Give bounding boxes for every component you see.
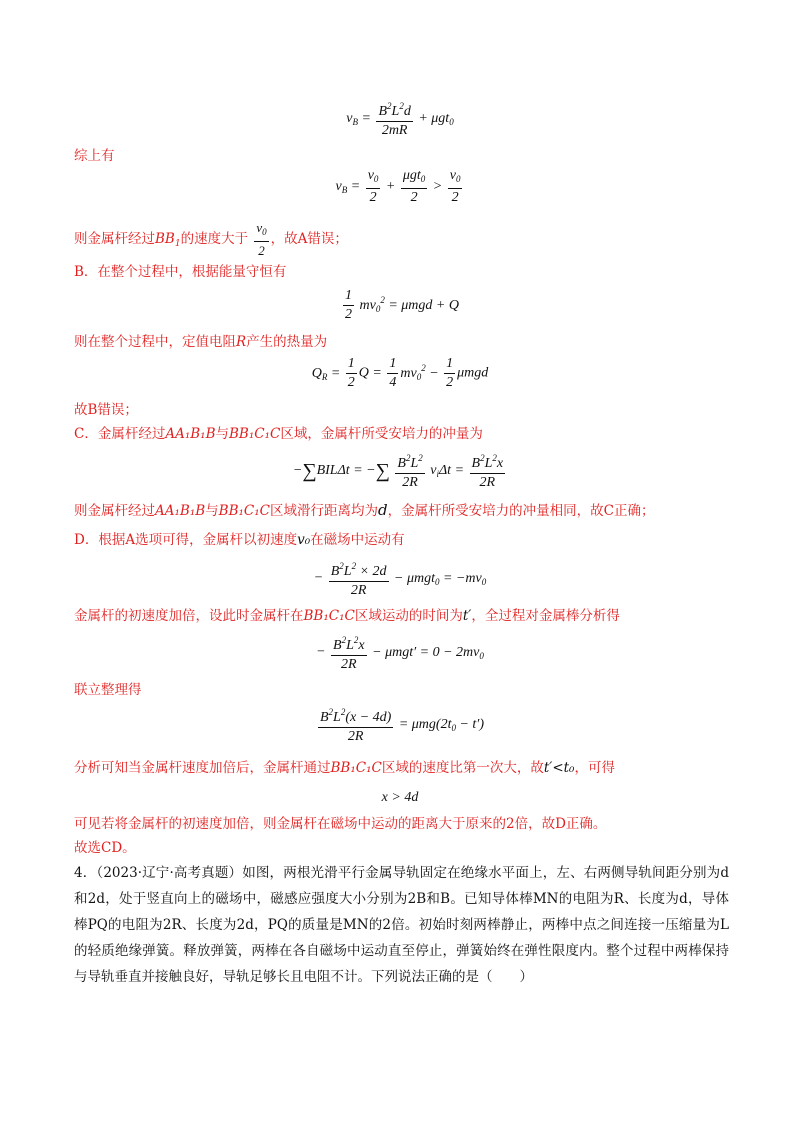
problem-4-number: 4． [74, 865, 97, 881]
concl-A-post: ，故A错误； [270, 231, 348, 247]
C-title-bb: BB₁C₁C [229, 426, 281, 442]
section-B-heat [74, 332, 734, 352]
B-heat-pre: 则在整个过程中，定值电阻 [74, 334, 236, 350]
equation-vB-2: $v_B$ = $\frac{v_0}{2}$ + $\frac{\mu gt_0}{2}$ > $\frac{v_0}{2}$ [335, 168, 461, 205]
analysis-bb: BB₁C₁C [330, 760, 382, 776]
equation-vB-1: $v_B$ = $\frac{B^2L^2d}{2mR}$ + μgt$_0$ [0, 98, 800, 139]
analysis-mid: 区域的速度比第一次大，故 [381, 760, 544, 776]
equation-D1: − $\frac{B^2L^2 \times 2d}{2R}$ − $\mu mgt_0 = -mv_0$ [0, 558, 800, 599]
C-title-aa: AA₁B₁B [165, 426, 216, 442]
C-concl-mid1: 与 [205, 503, 219, 519]
equation-D3: $\frac{B^2L^2(x - 4d)}{2R}$ = $\mu mg(2t_0 - t')$ [0, 704, 800, 745]
section-D-title [74, 530, 734, 550]
equation-impulse: −∑BILΔt = −∑ $\frac{B^2L^2}{2R}$ $v_i\Delta t$ = $\frac{B^2L^2x}{2R}$ [0, 450, 800, 491]
D-conclusion: 可见若将金属杆的初速度加倍，则金属杆在磁场中运动的距离大于原来的2倍，故D正确。 [74, 816, 607, 832]
D-double-pre: 金属杆的初速度加倍，设此时金属杆在 [74, 608, 304, 624]
B-wrong: 故B错误； [74, 402, 138, 418]
problem-4 [74, 860, 729, 990]
D-title-v0: v₀ [297, 532, 311, 548]
problem-4-text: 如图，两根光滑平行金属导轨固定在绝缘水平面上，左、右两侧导轨间距分别为d和2d，处于竖直向上的磁场中，磁感应强度大小分别为2B和B。已知导体棒MN的电阻为R、长度为d，导体棒PQ的电阻为2R、长度为2d，PQ的质量是MN的2倍。初始时刻两棒静止，两棒中点之间连接一压缩量为L的轻质绝缘弹簧。释放弹簧，两棒在各自磁场中运动直至停止，弹簧始终在弹性限度内。整个过程中两棒保持与导轨垂直并接触良好，导轨足够长且电阻不计。下列说法正确的是（ ） [74, 865, 729, 985]
equation-D2: − $\frac{B^2L^2x}{2R}$ − $\mu mgt' = 0 - 2mv_0$ [0, 632, 800, 673]
D-title-post: 在磁场中运动有 [310, 532, 405, 548]
analysis-pre: 分析可知当金属杆速度加倍后，金属杆通过 [74, 760, 331, 776]
C-concl-post: ，金属杆所受安培力的冲量相同，故C正确； [387, 503, 655, 519]
equation-energy: $\frac{1}{2}$ $mv_0^2 = \mu mgd + Q$ [345, 288, 459, 322]
final-answer: 故选CD。 [74, 840, 136, 856]
C-concl-pre: 则金属杆经过 [74, 503, 155, 519]
text-lianli: 联立整理得 [74, 682, 142, 698]
equation-QR: $Q_R$ = $\frac{1}{2}$ Q = $\frac{1}{4}$ $mv_0^2$ − $\frac{1}{2}$ μmgd [311, 356, 489, 390]
C-concl-d: d [378, 501, 388, 519]
C-title-pre: C．金属杆经过 [74, 426, 166, 442]
C-concl-bb: BB₁C₁C [218, 503, 270, 519]
C-conclusion [74, 500, 734, 521]
D-double-t: t′ [462, 608, 472, 624]
C-concl-aa: AA₁B₁B [155, 503, 206, 519]
C-title-post: 区域，金属杆所受安培力的冲量为 [280, 426, 483, 442]
problem-4-source: （2023·辽宁·高考真题） [96, 865, 243, 881]
analysis-cond: t′<t₀ [543, 760, 575, 776]
concl-A-sub: 1 [174, 239, 181, 249]
section-C-title [74, 424, 734, 444]
C-concl-mid2: 区域滑行距离均为 [270, 503, 378, 519]
D-double-mid: 区域运动的时间为 [354, 608, 463, 624]
B-heat-R: R [236, 334, 247, 350]
conclusion-A: 则金属杆经过$BB_1$的速度大于 $\frac{v_0}{2}$ ，故A错误； [74, 220, 348, 258]
D-title-pre: D．根据A选项可得，金属杆以初速度 [74, 532, 298, 548]
analysis [74, 758, 734, 778]
analysis-post: ，可得 [574, 760, 615, 776]
D-double-post: ，全过程对金属棒分析得 [471, 608, 620, 624]
text-zongshang: 综上有 [74, 148, 115, 164]
equation-D4: x > 4d [381, 790, 419, 805]
C-title-mid: 与 [215, 426, 230, 442]
concl-A-mid: 的速度大于 [180, 231, 249, 247]
concl-A-bb: BB [155, 231, 175, 247]
D-double-bb: BB₁C₁C [303, 608, 355, 624]
section-B-title: B．在整个过程中，根据能量守恒有 [74, 264, 287, 280]
D-double [74, 606, 734, 626]
B-heat-post: 产生的热量为 [246, 334, 328, 350]
concl-A-pre: 则金属杆经过 [74, 231, 155, 247]
